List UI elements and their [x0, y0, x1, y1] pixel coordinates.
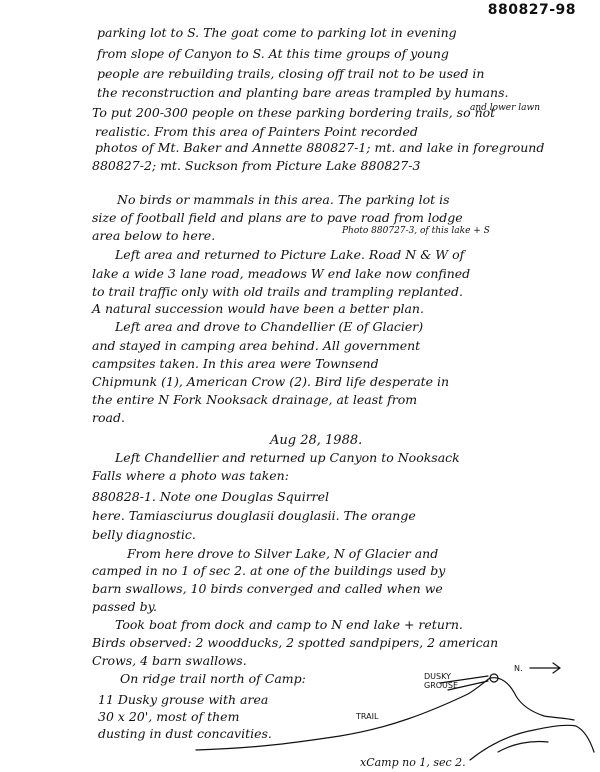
- journal-line: Left Chandellier and returned up Canyon to Nooksack: [115, 450, 460, 465]
- journal-line: photos of Mt. Baker and Annette 880827-1; mt. and lake in foreground: [95, 140, 545, 155]
- entry-date: Aug 28, 1988.: [270, 433, 363, 448]
- journal-line: Took boat from dock and camp to N end lake + return.: [115, 617, 463, 632]
- journal-line: Birds observed: 2 woodducks, 2 spotted sandpipers, 2 american: [92, 635, 499, 650]
- journal-line: barn swallows, 10 birds converged and called when we: [92, 581, 443, 596]
- ridge-outline: [490, 678, 574, 720]
- journal-line: 880827-2; mt. Suckson from Picture Lake 880827-3: [92, 158, 421, 173]
- journal-line: the entire N Fork Nooksack drainage, at least from: [92, 392, 418, 407]
- journal-line: Left area and returned to Picture Lake. Road N & W of: [115, 247, 465, 262]
- journal-line: dusting in dust concavities.: [98, 726, 272, 741]
- journal-line: To put 200-300 people on these parking bordering trails, so not: [92, 105, 496, 120]
- journal-line: from slope of Canyon to S. At this time groups of young: [97, 46, 449, 61]
- journal-line: here. Tamiasciurus douglasii douglasii. The orange: [92, 508, 416, 523]
- journal-line: people are rebuilding trails, closing off trail not to be used in: [97, 66, 485, 81]
- journal-line: A natural succession would have been a better plan.: [92, 301, 424, 316]
- journal-line: 11 Dusky grouse with area: [98, 692, 269, 707]
- journal-line: size of football field and plans are to pave road from lodge: [92, 210, 463, 225]
- journal-line: belly diagnostic.: [92, 527, 196, 542]
- journal-line: parking lot to S. The goat come to parking lot in evening: [97, 25, 457, 40]
- journal-line: 30 x 20', most of them: [98, 709, 240, 724]
- journal-line: Crows, 4 barn swallows.: [92, 653, 247, 668]
- journal-line: No birds or mammals in this area. The parking lot is: [117, 192, 450, 207]
- map-label-camp: xCamp no 1, sec 2.: [360, 756, 466, 769]
- journal-line: On ridge trail north of Camp:: [120, 671, 306, 686]
- journal-line: Left area and drove to Chandellier (E of Glacier): [115, 319, 424, 334]
- lake-shoreline: [470, 725, 594, 760]
- journal-line: camped in no 1 of sec 2. at one of the buildings used by: [92, 563, 446, 578]
- inline-insert: Photo 880727-3, of this lake + S: [342, 226, 490, 236]
- journal-line: road.: [92, 410, 125, 425]
- journal-line: passed by.: [92, 599, 158, 614]
- journal-line: realistic. From this area of Painters Point recorded: [95, 124, 418, 139]
- journal-line: Chipmunk (1), American Crow (2). Bird life desperate in: [92, 374, 450, 389]
- journal-line: Falls where a photo was taken:: [92, 468, 289, 483]
- north-arrow-icon: [530, 663, 560, 673]
- inline-insert: and lower lawn: [470, 103, 541, 113]
- map-label-dusky-grouse: DUSKY GROUSE: [424, 672, 459, 690]
- lake-shoreline: [498, 741, 548, 752]
- journal-line: lake a wide 3 lane road, meadows W end lake now confined: [92, 266, 471, 281]
- journal-line: the reconstruction and planting bare areas trampled by humans.: [97, 85, 509, 100]
- journal-line: and stayed in camping area behind. All government: [92, 338, 421, 353]
- journal-line: campsites taken. In this area were Townsend: [92, 356, 379, 371]
- map-label-trail: TRAIL: [356, 712, 379, 721]
- page-id: 880827-98: [487, 2, 576, 18]
- map-label-north: N.: [514, 664, 523, 673]
- journal-line: 880828-1. Note one Douglas Squirrel: [92, 489, 330, 504]
- journal-line: to trail traffic only with old trails and trampling replanted.: [92, 284, 463, 299]
- journal-line: From here drove to Silver Lake, N of Glacier and: [127, 546, 439, 561]
- journal-line: area below to here.: [92, 228, 216, 243]
